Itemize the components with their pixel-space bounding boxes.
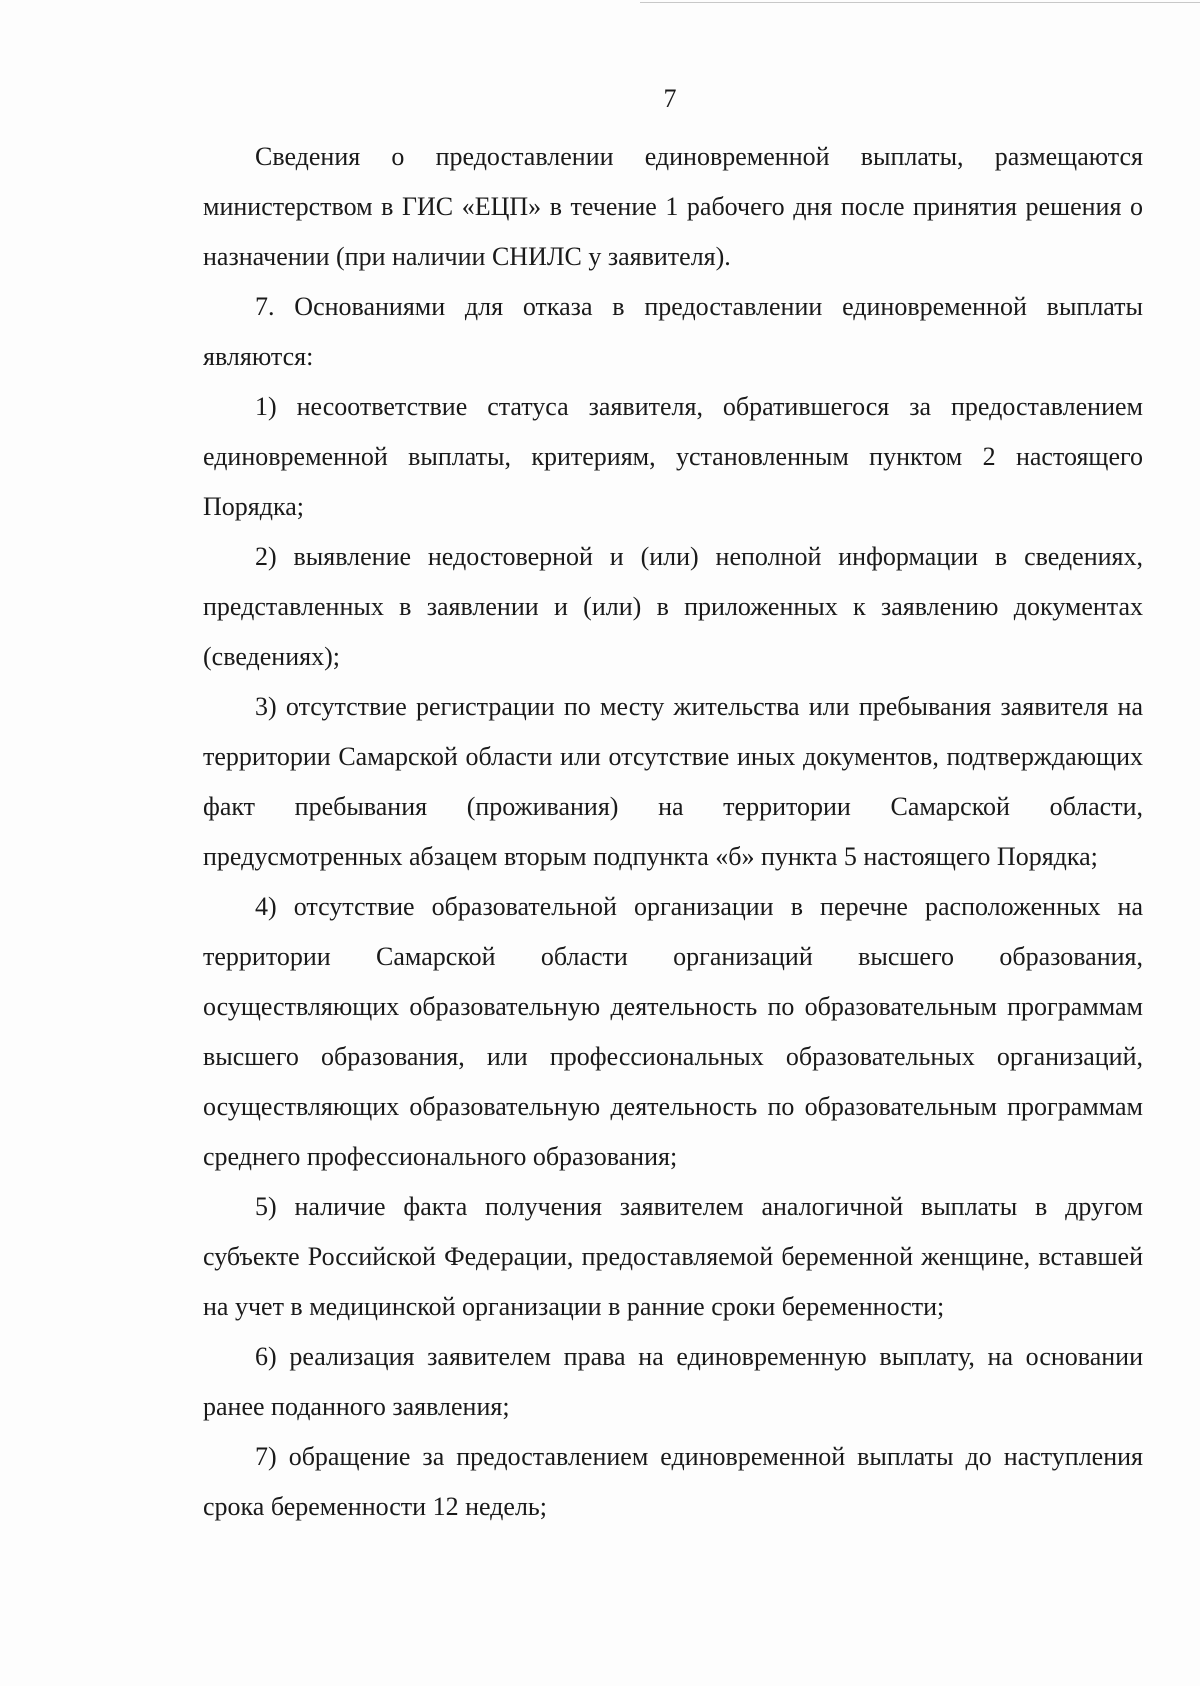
refusal-ground-1: 1) несоответствие статуса заявителя, обратившегося за предоставлением единовременной выплаты, критериям, установленным пунктом 2 настоящего Порядка; <box>203 392 1143 521</box>
document-body <box>203 132 1143 1532</box>
refusal-ground-7: 7) обращение за предоставлением единовременной выплаты до наступления срока беременности 12 недель; <box>203 1442 1143 1521</box>
refusal-ground-6: 6) реализация заявителем права на единовременную выплату, на основании ранее поданного заявления; <box>203 1342 1143 1421</box>
refusal-ground-4: 4) отсутствие образовательной организации в перечне расположенных на территории Самарской области организаций высшего образования, осуществляющих образовательную деятельность по образовательным программам высшего образования, или профессиональных образовательных организаций, осуществляющих образовательную деятельность по образовательным программам среднего профессионального образования; <box>203 892 1143 1171</box>
refusal-ground-5: 5) наличие факта получения заявителем аналогичной выплаты в другом субъекте Российской Федерации, предоставляемой беременной женщине, вставшей на учет в медицинской организации в ранние сроки беременности; <box>203 1192 1143 1321</box>
paragraph-refusal-grounds-intro: 7. Основаниями для отказа в предоставлении единовременной выплаты являются: <box>203 292 1143 371</box>
top-edge-rule <box>640 2 1200 3</box>
refusal-ground-2: 2) выявление недостоверной и (или) неполной информации в сведениях, представленных в заявлении и (или) в приложенных к заявлению документах (сведениях); <box>203 542 1143 671</box>
page-number: 7 <box>663 84 677 113</box>
paragraph-info-placement: Сведения о предоставлении единовременной выплаты, размещаются министерством в ГИС «ЕЦП» в течение 1 рабочего дня после принятия решения о назначении (при наличии СНИЛС у заявителя). <box>203 142 1143 271</box>
refusal-ground-3: 3) отсутствие регистрации по месту жительства или пребывания заявителя на территории Самарской области или отсутствие иных документов, подтверждающих факт пребывания (проживания) на территории Самарской области, предусмотренных абзацем вторым подпункта «б» пункта 5 настоящего Порядка; <box>203 692 1143 871</box>
